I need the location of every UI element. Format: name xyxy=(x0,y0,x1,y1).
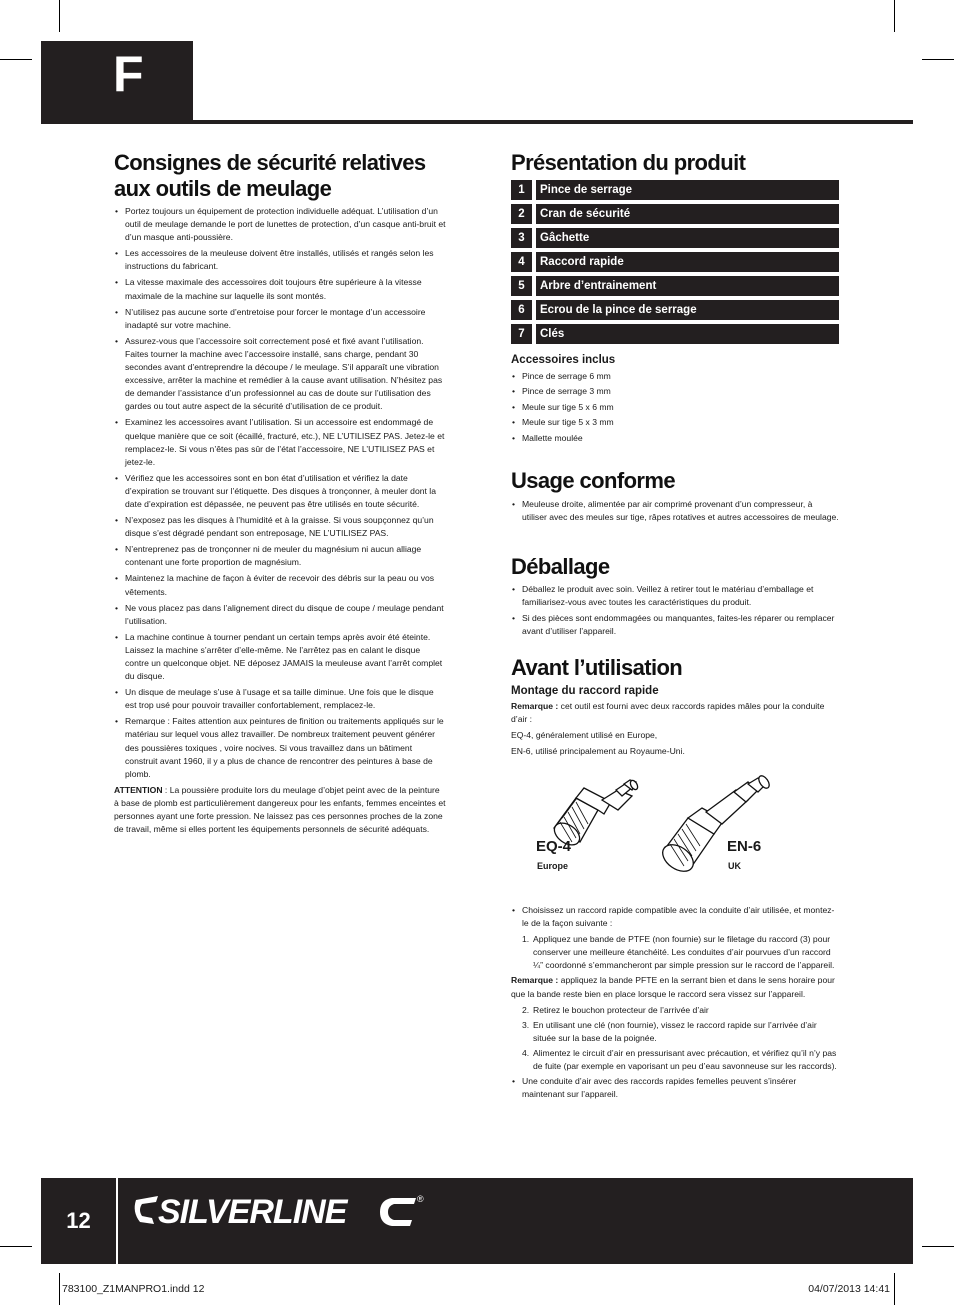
crop-mark xyxy=(59,1273,60,1305)
step-item xyxy=(511,1047,839,1073)
usage-heading: Usage conforme xyxy=(511,468,675,493)
attention-label: ATTENTION xyxy=(114,784,163,795)
table-row xyxy=(511,324,839,344)
part-label: Raccord rapide xyxy=(536,252,839,272)
unpacking-section xyxy=(511,583,839,641)
language-tab xyxy=(41,41,193,124)
before-use-intro xyxy=(511,684,839,761)
list-item: • Portez toujours un équipement de protection individuelle adéquat. L’utilisation d’un outil de meulage demande le port de lunettes de protection, d’un casque anti-bruit et d’un masque anti-poussière. xyxy=(114,205,446,244)
list-item: • Assurez-vous que l’accessoire soit correctement posé et fixé avant l’utilisation. Faites tourner la machine avec l’accessoire installé, sans charge, pendant 30 secondes avant d’entreprendre la découpe / le meulage. S’il apparaît une vibration excessive, arrêter la machine et remédier à la cause avant utilisation. N’hésitez pas de demander l’assistance d’un professionnel au cas de doute sur l’utilisation des gardes ou tout autre aspect de la sécurité d’utilisation de ce produit. xyxy=(114,335,446,414)
safety-title-line2: aux outils de meulage xyxy=(114,176,332,201)
remark2-label: Remarque : xyxy=(511,975,559,986)
part-label: Arbre d’entrainement xyxy=(536,276,839,296)
list-item: • Déballez le produit avec soin. Veillez à retirer tout le matériau d’emballage et familiarisez-vous avec toutes les caractéristiques du produit. xyxy=(511,583,839,609)
list-item: • Une conduite d’air avec des raccords rapides femelles peuvent s’insérer maintenant sur l’appareil. xyxy=(511,1075,839,1101)
remark2-text: appliquez la bande PFTE en la serrant bien et dans le sens horaire pour que la bande reste bien en place lorsque le raccord sera vissez sur l’appareil. xyxy=(511,975,835,999)
usage-list xyxy=(511,498,839,524)
step-number: 1. xyxy=(522,934,530,945)
safety-title-line1: Consignes de sécurité relatives xyxy=(114,150,426,175)
slug-date: 04/07/2013 14:41 xyxy=(808,1283,890,1295)
eq4-sublabel: Europe xyxy=(537,861,569,871)
step-list-2 xyxy=(511,1004,839,1073)
safety-list xyxy=(114,205,446,781)
table-row xyxy=(511,204,839,224)
part-label: Pince de serrage xyxy=(536,180,839,200)
list-item: • Meule sur tige 5 x 6 mm xyxy=(511,401,839,414)
part-number: 6 xyxy=(511,300,532,320)
part-number: 3 xyxy=(511,228,532,248)
slug-file: 783100_Z1MANPRO1.indd 12 xyxy=(62,1283,205,1295)
brand-name: SILVERLINE xyxy=(158,1193,347,1231)
list-item: • Maintenez la machine de façon à éviter de recevoir des débris sur la peau ou vos vêtements. xyxy=(114,572,446,598)
en6-label: EN-6 xyxy=(727,838,762,855)
table-row xyxy=(511,180,839,200)
fitting-steps xyxy=(511,904,839,1104)
list-item: • N’entreprenez pas de tronçonner ni de meuler du magnésium ni aucun alliage contenant une forte proportion de magnésium. xyxy=(114,543,446,569)
crop-mark xyxy=(922,59,954,60)
list-item: • La machine continue à tourner pendant un certain temps après avoir été éteinte. Laissez la machine s’arrêter d’elle-même. Ne l’arrêtez pas en calant le disque contre un quelconque objet. NE déposez JAMAIS la meuleuse avant l’arrêt complet du disque. xyxy=(114,631,446,683)
step-text: En utilisant une clé (non fournie), vissez le raccord rapide sur l’arrivée d’air située sur la base de la poignée. xyxy=(533,1019,817,1043)
part-label: Clés xyxy=(536,324,839,344)
remark-label: Remarque : xyxy=(511,701,559,711)
list-item: • Examinez les accessoires avant l’utilisation. Si un accessoire est endommagé de quelque manière que ce soit (écaillé, fracturé, etc.), NE L’UTILISEZ PAS. Jetez-le et remplacez-le. Si vous n’êtes pas sûr de l’état l’accessoire, NE L’UTILISEZ PAS et jetez-le. xyxy=(114,416,446,468)
part-number: 2 xyxy=(511,204,532,224)
remark-text: cet outil est fourni avec deux raccords rapides mâles pour la conduite d’air : xyxy=(511,701,825,725)
remark2-paragraph xyxy=(511,974,839,1000)
crop-mark xyxy=(922,1246,954,1247)
accessories-list xyxy=(511,370,839,445)
crop-mark xyxy=(894,1273,895,1305)
crop-mark xyxy=(0,59,32,60)
fitting-list xyxy=(511,904,839,930)
part-number: 4 xyxy=(511,252,532,272)
product-heading: Présentation du produit xyxy=(511,150,746,175)
step-number: 3. xyxy=(522,1019,530,1030)
list-item: • Choisissez un raccord rapide compatible avec la conduite d’air utilisée, et montez- le de la façon suivante : xyxy=(511,904,839,930)
section-letter: F xyxy=(113,46,144,102)
usage-section xyxy=(511,498,839,527)
step-item xyxy=(511,1004,839,1017)
en6-sublabel: UK xyxy=(728,861,741,871)
step-text: Retirez le bouchon protecteur de l’arrivée d’air xyxy=(533,1004,709,1015)
safety-heading xyxy=(114,150,426,202)
page-number: 12 xyxy=(66,1208,91,1233)
footer-divider xyxy=(116,1178,118,1264)
list-item: • Meuleuse droite, alimentée par air comprimé provenant d’un compresseur, à utiliser avec des meules sur tige, râpes rotatives et autres accessoires de meulage. xyxy=(511,498,839,524)
fitting-list-end xyxy=(511,1075,839,1101)
part-number: 1 xyxy=(511,180,532,200)
part-number: 5 xyxy=(511,276,532,296)
eq4-line: EQ-4, généralement utilisé en Europe, xyxy=(511,730,658,741)
step-number: 2. xyxy=(522,1004,530,1015)
crop-mark xyxy=(0,1246,32,1247)
eq4-label: EQ-4 xyxy=(536,838,572,855)
brand-logo xyxy=(130,1190,430,1234)
step-item xyxy=(511,1019,839,1045)
en6-line: EN-6, utilisé principalement au Royaume-Uni. xyxy=(511,746,685,757)
list-item: • Vérifiez que les accessoires sont en bon état d’utilisation et vérifiez la date d’expiration se trouvant sur l’étiquette. Des disques à tronçonner, à meuler dont la date d’expiration est dépassée, ne peuvent pas être utilisés en toute sécurité. xyxy=(114,472,446,511)
safety-section xyxy=(114,205,446,836)
part-label: Cran de sécurité xyxy=(536,204,839,224)
table-row xyxy=(511,228,839,248)
part-label: Gâchette xyxy=(536,228,839,248)
list-item: • Pince de serrage 3 mm xyxy=(511,385,839,398)
unpacking-heading: Déballage xyxy=(511,554,610,579)
accessories-section xyxy=(511,353,839,447)
list-item: • N’exposez pas les disques à l’humidité et à la graisse. Si vous soupçonnez qu’un disque s’est dégradé pendant son entreposage, NE L’UTILISEZ PAS. xyxy=(114,514,446,540)
accessories-title: Accessoires inclus xyxy=(511,354,616,366)
table-row xyxy=(511,276,839,296)
list-item: • Meule sur tige 5 x 3 mm xyxy=(511,416,839,429)
list-item: • La vitesse maximale des accessoires doit toujours être supérieure à la vitesse maximale de la machine sur laquelle ils sont montés. xyxy=(114,276,446,302)
before-use-heading: Avant l’utilisation xyxy=(511,655,683,680)
list-item: • Mallette moulée xyxy=(511,432,839,445)
parts-table xyxy=(511,180,839,348)
part-label: Ecrou de la pince de serrage xyxy=(536,300,839,320)
crop-mark xyxy=(894,0,895,32)
crop-mark xyxy=(59,0,60,32)
table-row xyxy=(511,252,839,272)
remark-paragraph xyxy=(511,700,839,726)
registered-mark: ® xyxy=(417,1194,424,1204)
step-item xyxy=(511,933,839,972)
step-number: 4. xyxy=(522,1047,530,1058)
step-text: Alimentez le circuit d’air en pressurisant avec précaution, et vérifiez qu’il n’y pas de fuite (par exemple en vaporisant un peu d’eau savonneuse sur les raccords). xyxy=(533,1047,837,1072)
fittings-illustration xyxy=(536,770,776,880)
header-rule xyxy=(193,120,913,124)
silverline-logo-image xyxy=(130,1190,430,1234)
list-item: • N’utilisez pas aucune sorte d’entretoise pour forcer le montage d’un accessoire inadapté sur votre machine. xyxy=(114,306,446,332)
attention-paragraph xyxy=(114,784,446,836)
list-item: • Ne vous placez pas dans l’alignement direct du disque de coupe / meulage pendant l’utilisation. xyxy=(114,602,446,628)
list-item: • Les accessoires de la meuleuse doivent être installés, utilisés et rangés selon les instructions du fabricant. xyxy=(114,247,446,273)
table-row xyxy=(511,300,839,320)
en6-fitting-image xyxy=(658,774,772,877)
list-item: • Pince de serrage 6 mm xyxy=(511,370,839,383)
step-text: Appliquez une bande de PTFE (non fournie) sur le filetage du raccord (3) pour conserver une meilleure étanchéité. Les conduites d’air pourvues d’un raccord ¼” coordonné s’emmancheront par simple pression sur le raccord de l’appareil. xyxy=(533,934,835,971)
step-list-1 xyxy=(511,933,839,972)
list-item: • Remarque : Faites attention aux peintures de finition ou traitements appliqués sur le matériau sur lequel vous allez travailler. De nombreux traitement peuvent générer des poussières toxiques , voire nocives. Si vous travaillez dans un bâtiment construit avant 1960, il y a plus de chance de rencontrer des peintures à base de plomb. xyxy=(114,715,446,780)
part-number: 7 xyxy=(511,324,532,344)
unpacking-list xyxy=(511,583,839,638)
list-item: • Un disque de meulage s’use à l’usage et sa taille diminue. Une fois que le disque est trop usé pour pouvoir travailler confortablement, remplacez-le. xyxy=(114,686,446,712)
list-item: • Si des pièces sont endommagées ou manquantes, faites-les réparer ou remplacer avant d’utiliser l’appareil. xyxy=(511,612,839,638)
attention-text: : La poussière produite lors du meulage d’objet peint avec de la peinture à base de plomb est particulièrement dangereux pour les enfants, femmes enceintes et personnes ayant une forte pression. Ne laissez pas ces personnes proches de la zone de travail, même si elles portent les équipements personnels de sécurité adéquats. xyxy=(114,784,446,835)
fitting-subtitle: Montage du raccord rapide xyxy=(511,685,659,697)
